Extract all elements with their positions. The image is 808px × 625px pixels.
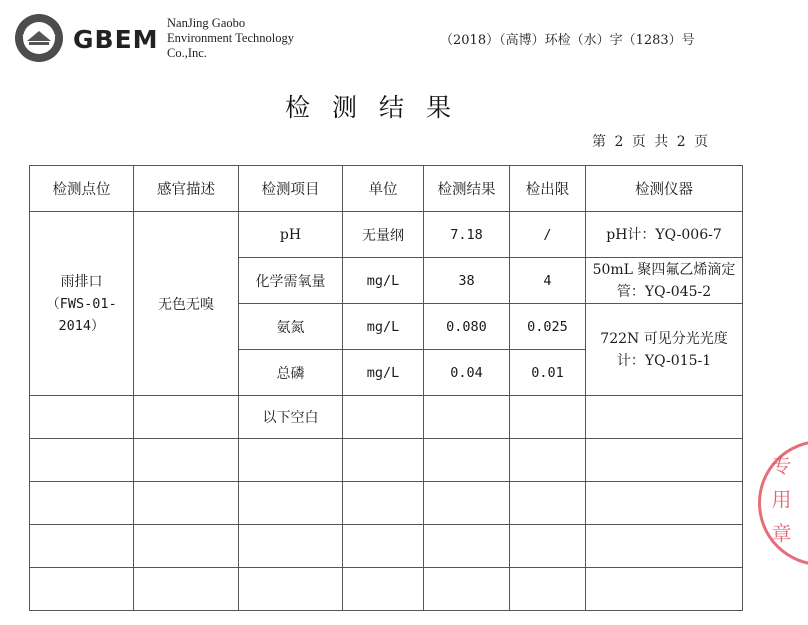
table-row	[30, 212, 743, 258]
page-title: 检测结果	[285, 93, 474, 122]
result-cell: 7.18	[424, 212, 510, 258]
results-table	[29, 165, 743, 611]
sensory-description-cell: 无色无嗅	[134, 212, 239, 396]
detection-limit-cell: 0.01	[510, 350, 586, 396]
sampling-location-cell	[30, 212, 134, 396]
detection-limit-cell: 0.025	[510, 304, 586, 350]
test-item-cell: pH	[239, 212, 343, 258]
column-header: 检出限	[510, 166, 586, 212]
company-name	[167, 16, 294, 61]
detection-limit-cell: /	[510, 212, 586, 258]
empty-row	[30, 568, 743, 611]
stamp-text: 专用章	[768, 455, 792, 557]
company-line: Environment Technology	[167, 31, 294, 45]
column-header: 感官描述	[134, 166, 239, 212]
page-indicator: 第 2 页 共 2 页	[592, 134, 711, 150]
column-header: 检测结果	[424, 166, 510, 212]
instrument-cell: pH计：YQ-006-7	[586, 212, 743, 258]
instrument-cell: 50mL 聚四氟乙烯滴定管：YQ-045-2	[586, 258, 743, 304]
table-header-row	[30, 166, 743, 212]
blank-note-row	[30, 396, 743, 439]
column-header: 检测项目	[239, 166, 343, 212]
unit-cell: mg/L	[343, 350, 424, 396]
location-code: （FWS-01-2014）	[46, 295, 117, 334]
result-cell: 0.080	[424, 304, 510, 350]
company-line: NanJing Gaobo	[167, 16, 246, 30]
empty-row	[30, 525, 743, 568]
unit-cell: 无量纲	[343, 212, 424, 258]
result-cell: 0.04	[424, 350, 510, 396]
column-header: 单位	[343, 166, 424, 212]
column-header: 检测点位	[30, 166, 134, 212]
test-item-cell: 总磷	[239, 350, 343, 396]
unit-cell: mg/L	[343, 304, 424, 350]
detection-limit-cell: 4	[510, 258, 586, 304]
test-item-cell: 氨氮	[239, 304, 343, 350]
blank-note: 以下空白	[239, 396, 343, 439]
company-line: Co.,Inc.	[167, 46, 207, 60]
location-name: 雨排口	[60, 273, 103, 290]
brand-logo-text: GBEM	[73, 25, 159, 54]
empty-row	[30, 482, 743, 525]
unit-cell: mg/L	[343, 258, 424, 304]
result-cell: 38	[424, 258, 510, 304]
empty-row	[30, 439, 743, 482]
test-item-cell: 化学需氧量	[239, 258, 343, 304]
instrument-cell: 722N 可见分光光度计：YQ-015-1	[586, 304, 743, 396]
column-header: 检测仪器	[586, 166, 743, 212]
document-number: （2018）（高博）环检（水）字（1283）号	[440, 33, 695, 48]
seal-emblem-icon	[15, 14, 63, 62]
company-seal-logo	[15, 14, 63, 62]
